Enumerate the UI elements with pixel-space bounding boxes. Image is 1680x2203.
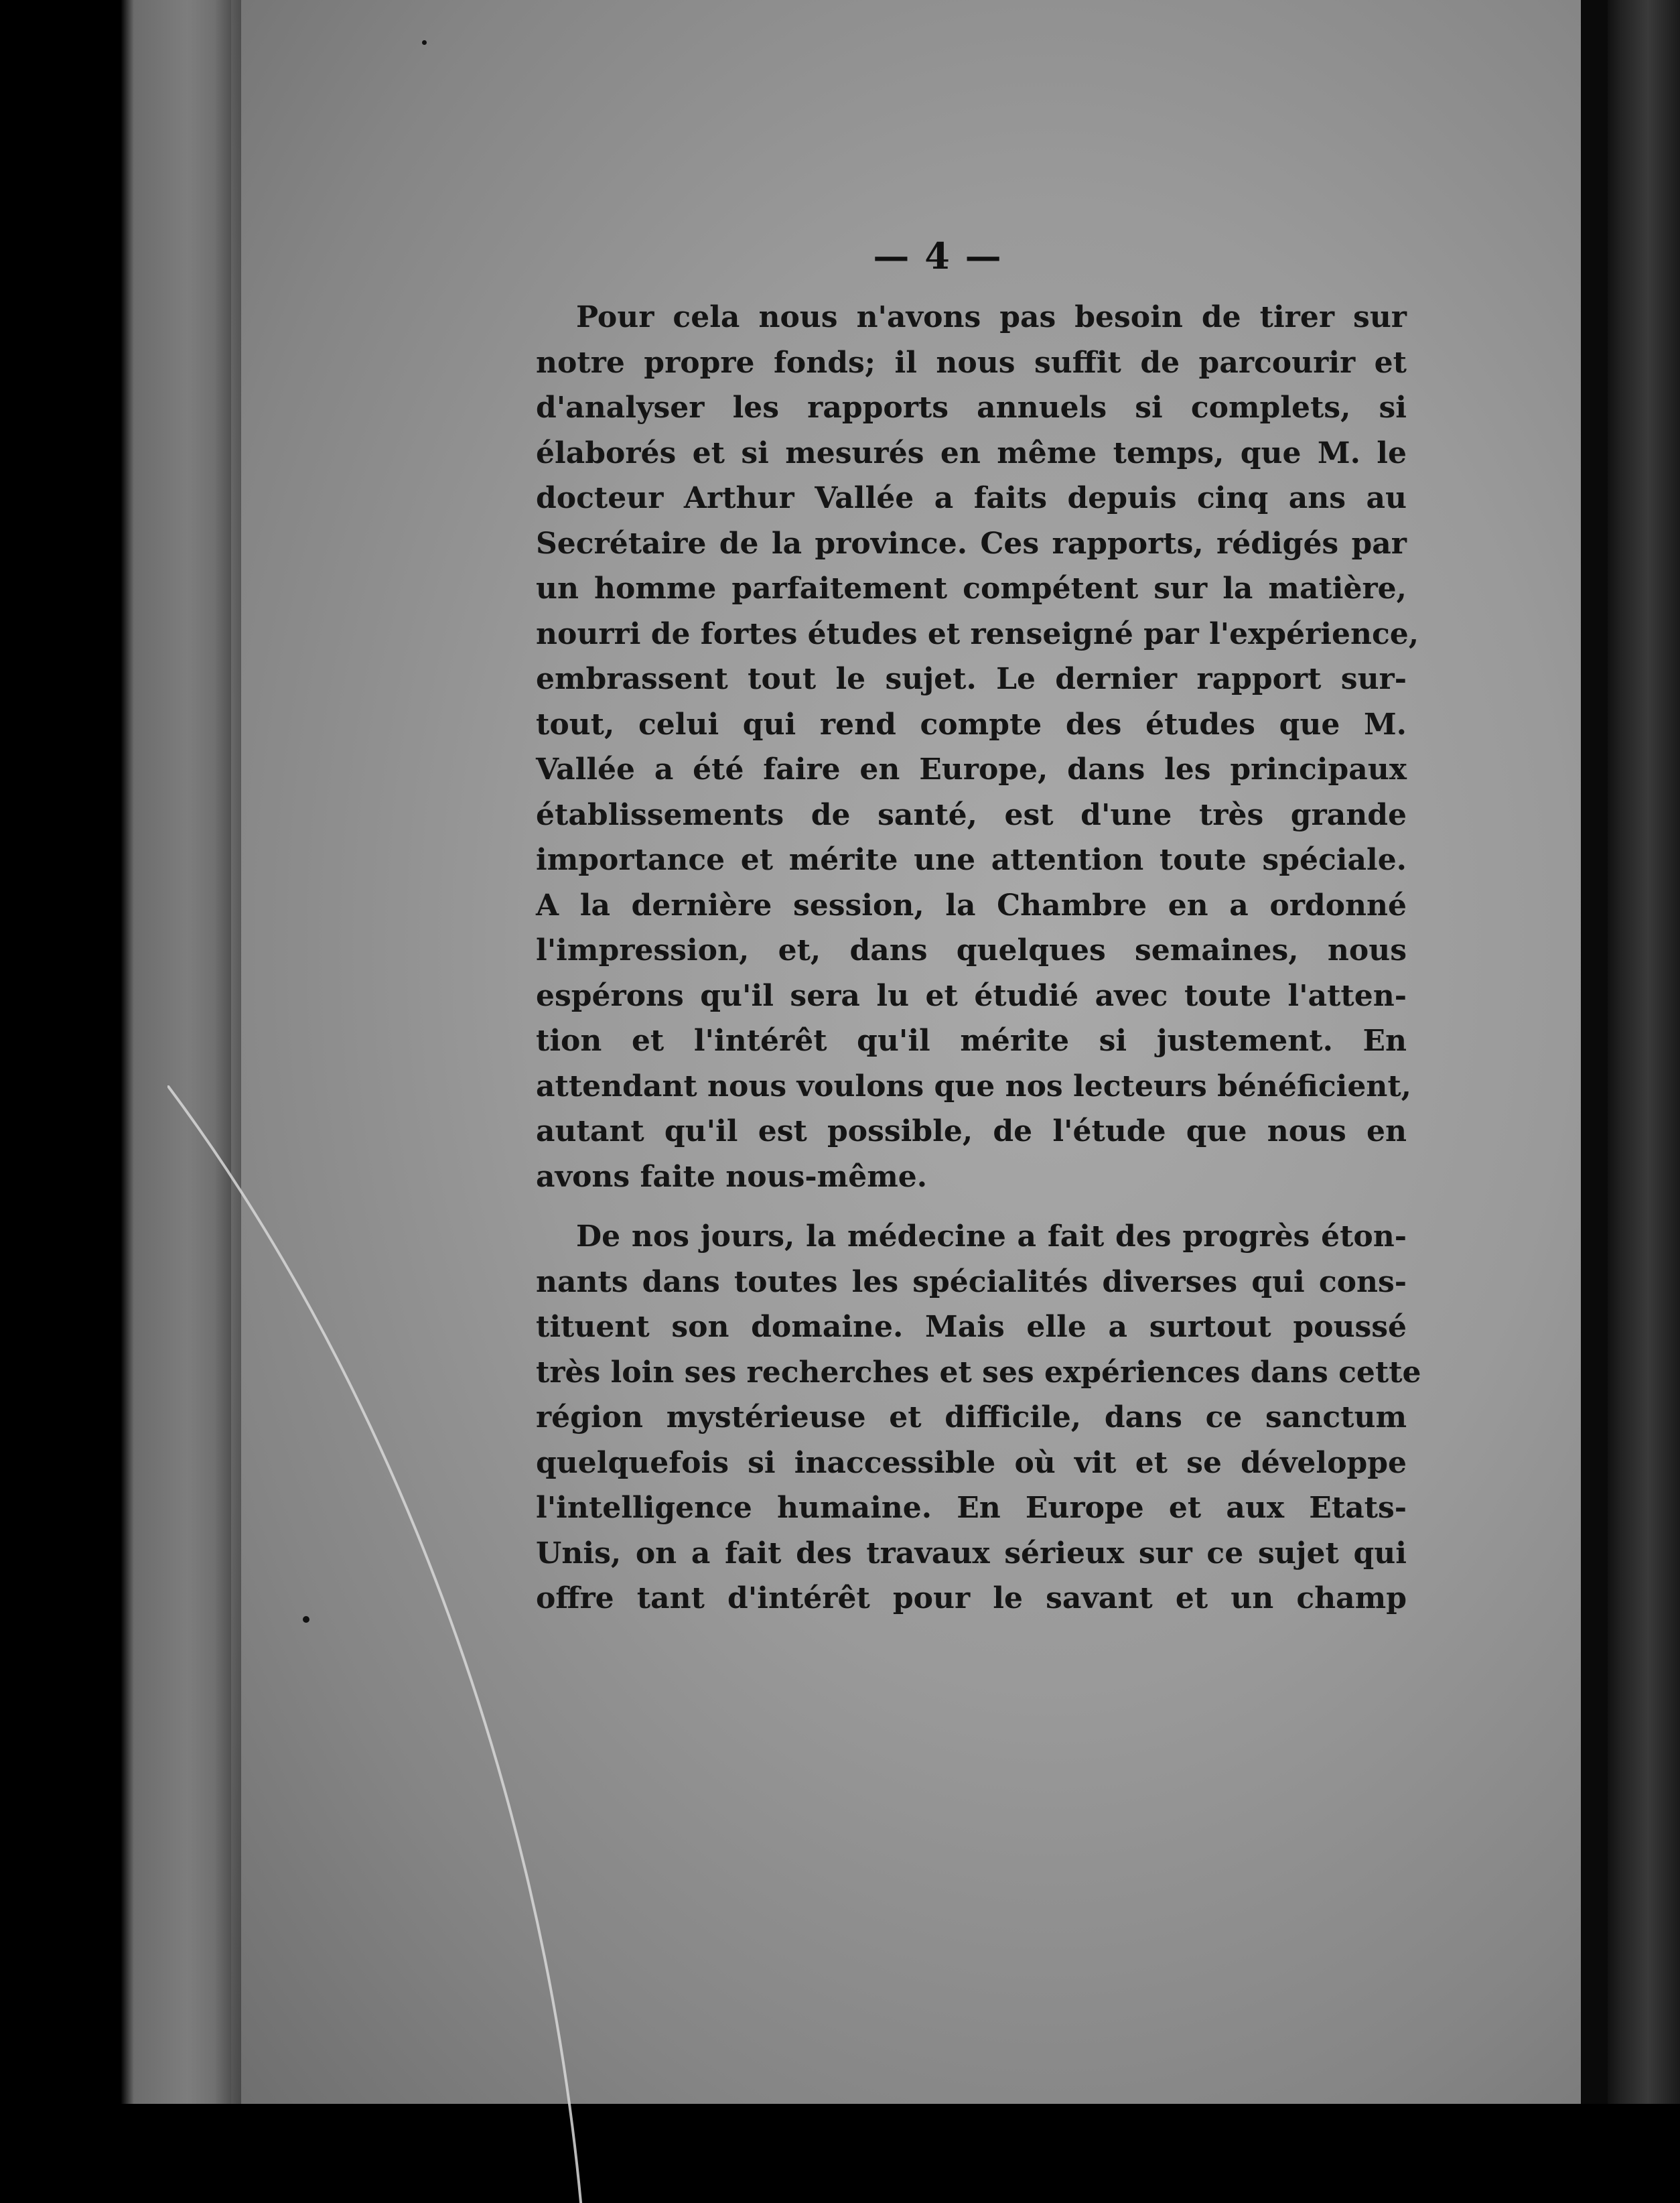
paragraph-1 bbox=[536, 295, 1419, 1199]
text-line: l'intelligence humaine. En Europe et aux Etats- bbox=[536, 1491, 1407, 1525]
text-line: l'impression, et, dans quelques semaines, nous bbox=[536, 933, 1407, 967]
text-line: région mystérieuse et difficile, dans ce sanctum bbox=[536, 1400, 1407, 1434]
bottom-black-band bbox=[0, 2104, 1680, 2203]
text-line: importance et mérite une attention toute spéciale. bbox=[536, 843, 1407, 877]
ink-speck bbox=[303, 1616, 309, 1623]
text-line: un homme parfaitement compétent sur la matière, bbox=[536, 572, 1407, 606]
text-line: tion et l'intérêt qu'il mérite si justement. En bbox=[536, 1024, 1407, 1058]
text-line: nants dans toutes les spécialités diverses qui cons- bbox=[536, 1264, 1407, 1299]
text-line: autant qu'il est possible, de l'étude que nous en bbox=[536, 1114, 1407, 1148]
adjacent-page-strip bbox=[1608, 0, 1680, 2104]
binding-shadow bbox=[214, 0, 241, 2104]
text-line: élaborés et si mesurés en même temps, que M. le bbox=[536, 436, 1407, 470]
left-cover-board bbox=[0, 0, 248, 2104]
text-line: quelquefois si inaccessible où vit et se développe bbox=[536, 1445, 1407, 1480]
text-line: attendant nous voulons que nos lecteurs bénéficient, bbox=[536, 1069, 1411, 1104]
text-line: Pour cela nous n'avons pas besoin de tirer sur bbox=[576, 300, 1407, 334]
text-line: avons faite nous-même. bbox=[536, 1159, 928, 1194]
text-line: espérons qu'il sera lu et étudié avec toute l'atten- bbox=[536, 978, 1407, 1013]
text-line: Secrétaire de la province. Ces rapports, rédigés par bbox=[536, 526, 1407, 561]
text-line: De nos jours, la médecine a fait des progrès éton- bbox=[576, 1219, 1407, 1254]
text-line: docteur Arthur Vallée a faits depuis cinq ans au bbox=[536, 481, 1407, 515]
paragraph-2 bbox=[536, 1214, 1421, 1621]
text-line: tituent son domaine. Mais elle a surtout poussé bbox=[536, 1310, 1407, 1344]
page-right-edge bbox=[1581, 0, 1608, 2117]
text-line: offre tant d'intérêt pour le savant et un champ bbox=[536, 1581, 1407, 1615]
text-line: embrassent tout le sujet. Le dernier rapport sur- bbox=[536, 662, 1407, 696]
text-line: d'analyser les rapports annuels si complets, si bbox=[536, 391, 1407, 425]
page-number: — 4 — bbox=[873, 235, 1003, 277]
ink-speck bbox=[422, 40, 427, 45]
text-line: Vallée a été faire en Europe, dans les principaux bbox=[536, 752, 1407, 787]
body-text bbox=[536, 295, 1421, 1621]
text-line: A la dernière session, la Chambre en a ordonné bbox=[536, 888, 1407, 923]
text-line: très loin ses recherches et ses expériences dans cette bbox=[536, 1355, 1421, 1390]
paragraph-gap bbox=[536, 1199, 1407, 1214]
text-line: Unis, on a fait des travaux sérieux sur ce sujet qui bbox=[536, 1536, 1407, 1571]
text-line: notre propre fonds; il nous suffit de parcourir et bbox=[536, 345, 1407, 380]
text-line: nourri de fortes études et renseigné par l'expérience, bbox=[536, 616, 1419, 651]
text-line: établissements de santé, est d'une très grande bbox=[536, 797, 1407, 832]
text-line: tout, celui qui rend compte des études que M. bbox=[536, 707, 1407, 742]
